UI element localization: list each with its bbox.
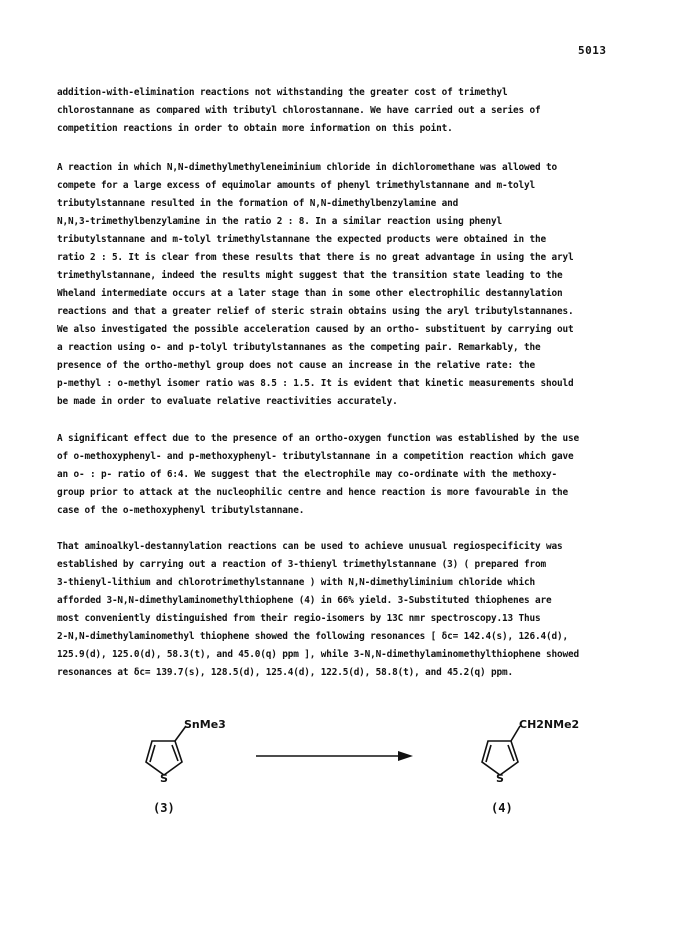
paragraph-2 xyxy=(57,159,623,411)
text-line: tributylstannane and m-tolyl trimethylstannane the expected products were obtained in the xyxy=(57,234,546,245)
reaction-scheme xyxy=(0,700,680,820)
product-sulfur: S xyxy=(496,772,504,785)
text-line: trimethylstannane, indeed the results might suggest that the transition state leading to the xyxy=(57,270,563,281)
paragraph-4 xyxy=(57,538,623,682)
text-line: a reaction using o- and p-tolyl tributylstannanes as the competing pair. Remarkably, the xyxy=(57,342,541,353)
text-line: afforded 3-N,N-dimethylaminomethylthiophene (4) in 66% yield. 3-Substituted thiophenes are xyxy=(57,595,552,606)
text-line: 2-N,N-dimethylaminomethyl thiophene showed the following resonances [ δc= 142.4(s), 126.4(d), xyxy=(57,631,568,642)
text-line: addition-with-elimination reactions not withstanding the greater cost of trimethyl xyxy=(57,87,508,98)
product-group: CH2NMe2 xyxy=(519,718,580,731)
text-line: compete for a large excess of equimolar amounts of phenyl trimethylstannane and m-tolyl xyxy=(57,180,535,191)
reaction-arrow xyxy=(256,751,413,761)
text-line: established by carrying out a reaction of 3-thienyl trimethylstannane (3) ( prepared from xyxy=(57,559,546,570)
reactant-sulfur: S xyxy=(160,772,168,785)
text-line: 125.9(d), 125.0(d), 58.3(t), and 45.0(q) ppm ], while 3-N,N-dimethylaminomethylthiophene showed xyxy=(57,649,579,660)
text-line: Wheland intermediate occurs at a later stage than in some other electrophilic destannylation xyxy=(57,288,563,299)
scheme-svg xyxy=(0,700,680,820)
thiophene-ring-product xyxy=(482,726,520,775)
text-line: 3-thienyl-lithium and chlorotrimethylstannane ) with N,N-dimethyliminium chloride which xyxy=(57,577,535,588)
text-line: chlorostannane as compared with tributyl chlorostannane. We have carried out a series of xyxy=(57,105,541,116)
text-line: presence of the ortho-methyl group does not cause an increase in the relative rate: the xyxy=(57,360,535,371)
text-line: ratio 2 : 5. It is clear from these results that there is no great advantage in using the aryl xyxy=(57,252,574,263)
text-line: case of the o-methoxyphenyl tributylstannane. xyxy=(57,505,305,516)
page-number: 5013 xyxy=(578,44,607,57)
text-line: group prior to attack at the nucleophilic centre and hence reaction is more favourable in the xyxy=(57,487,568,498)
paragraph-1 xyxy=(57,84,623,138)
product-compound-label: (4) xyxy=(491,801,513,815)
reactant-group: SnMe3 xyxy=(184,718,226,731)
text-line: We also investigated the possible acceleration caused by an ortho- substituent by carrying out xyxy=(57,324,574,335)
paragraph-3 xyxy=(57,430,623,520)
thiophene-ring-reactant xyxy=(146,726,186,775)
text-line: be made in order to evaluate relative reactivities accurately. xyxy=(57,396,398,407)
text-line: A significant effect due to the presence of an ortho-oxygen function was established by the use xyxy=(57,433,579,444)
text-line: A reaction in which N,N-dimethylmethyleneiminium chloride in dichloromethane was allowed to xyxy=(57,162,557,173)
text-line: That aminoalkyl-destannylation reactions can be used to achieve unusual regiospecificity was xyxy=(57,541,563,552)
text-line: reactions and that a greater relief of steric strain obtains using the aryl tributylstannanes. xyxy=(57,306,574,317)
text-line: tributylstannane resulted in the formation of N,N-dimethylbenzylamine and xyxy=(57,198,459,209)
text-line: an o- : p- ratio of 6:4. We suggest that the electrophile may co-ordinate with the methoxy- xyxy=(57,469,557,480)
text-line: competition reactions in order to obtain more information on this point. xyxy=(57,123,453,134)
reactant-compound-label: (3) xyxy=(153,801,175,815)
text-line: resonances at δc= 139.7(s), 128.5(d), 125.4(d), 122.5(d), 58.8(t), and 45.2(q) ppm. xyxy=(57,667,514,678)
text-line: p-methyl : o-methyl isomer ratio was 8.5 : 1.5. It is evident that kinetic measurements should xyxy=(57,378,574,389)
text-line: most conveniently distinguished from their regio-isomers by 13C nmr spectroscopy.13 Thus xyxy=(57,613,541,624)
text-line: N,N,3-trimethylbenzylamine in the ratio 2 : 8. In a similar reaction using phenyl xyxy=(57,216,503,227)
text-line: of o-methoxyphenyl- and p-methoxyphenyl- tributylstannane in a competition reaction which gave xyxy=(57,451,574,462)
